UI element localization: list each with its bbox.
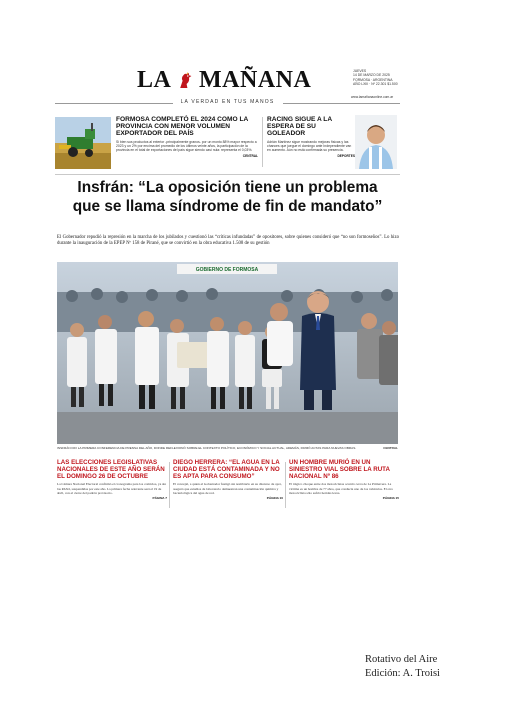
children-group <box>67 311 282 409</box>
issue-day: JUEVES <box>353 69 367 73</box>
story-racing-body: Adrián Martínez sigue mostrando mejoras físicas y las chances que juegue el domingo ante Independiente van en aumento. Aún no está confirmada su presencia. <box>267 139 352 153</box>
rooster-icon <box>177 71 193 89</box>
story-racing-headline: RACING SIGUE A LA ESPERA DE SU GOLEADOR <box>267 116 332 138</box>
top-stories <box>55 113 400 171</box>
story-exports-page: CENTRAL <box>242 153 258 158</box>
story-accident-headline: UN HOMBRE MURIÓ EN UN SINIESTRO VIAL SOBRE LA RUTA NACIONAL Nº 86 <box>289 459 390 480</box>
player-illustration <box>355 115 397 169</box>
story-elections-body: La Cámara Nacional Electoral confirmó el cronograma para los comicios, ya sin las PASO, suspendidas por este año. La primera fecha relevante será el 19 de abril, con el cierre del padrón provisorio. <box>57 482 167 495</box>
main-headline-line-1: Insfrán: “La oposición tiene un problema <box>77 179 378 196</box>
photo-banner-text: GOBIERNO DE FORMOSA <box>195 267 259 273</box>
main-headline-line-2: que se llama síndrome de fin de mandato” <box>72 198 383 215</box>
credits-program: Rotativo del Aire <box>365 654 438 665</box>
story-elections-page: PÁGINA 7 <box>152 496 167 501</box>
logo-text-left: LA <box>137 67 171 93</box>
harvest-illustration <box>55 117 111 169</box>
issue-date: 14 DE MARZO DE 2025 <box>353 73 390 78</box>
story-water-page: PÁGINA 10 <box>266 496 283 501</box>
story-racing[interactable] <box>267 116 355 158</box>
newspaper-front-page <box>55 55 400 510</box>
story-water-headline: DIEGO HERRERA: “EL AGUA EN LA CIUDAD ESTÁ CONTAMINADA Y NO ES APTA PARA CONSUMO” <box>173 459 280 480</box>
credits-editor: Edición: A. Troisi <box>365 668 440 679</box>
main-photo <box>57 262 398 444</box>
story-elections-headline: LAS ELECCIONES LEGISLATIVAS NACIONALES DE ESTE AÑO SERÁN EL DOMINGO 26 DE OCTUBRE <box>57 459 165 480</box>
issue-number: AÑO LXIII · Nº 22.301 $1.500 <box>353 82 398 87</box>
tagline: LA VERDAD EN TUS MANOS <box>180 99 275 105</box>
photo-caption <box>57 446 398 450</box>
tagline-bar <box>55 99 400 107</box>
main-headline[interactable] <box>55 178 400 216</box>
school-event-illustration <box>57 262 398 444</box>
story-accident-page: PÁGINA 15 <box>382 496 399 501</box>
story-exports-headline: FORMOSA COMPLETÓ EL 2024 COMO LA PROVINCIA CON MENOR VOLUMEN EXPORTADOR DEL PAÍS <box>116 116 249 138</box>
story-racing-page: DEPORTES <box>337 153 355 158</box>
story-accident-body: El trágico choque entre dos motocicletas ocurrió cerca de La Primavera. La víctima es un hombre de 77 años, que conducía uno de los vehículos. El otro motociclista sólo sufrió heridas leves. <box>289 482 393 495</box>
column-divider <box>169 462 170 508</box>
credits <box>365 653 475 681</box>
story-elections[interactable] <box>57 460 167 500</box>
player-photo <box>355 115 397 169</box>
story-exports[interactable] <box>116 116 258 158</box>
column-divider <box>285 462 286 508</box>
photo-caption-page: CENTRAL <box>383 446 398 450</box>
logo-text-right: MAÑANA <box>199 67 312 93</box>
issue-info <box>353 69 398 87</box>
masthead <box>55 65 400 99</box>
column-divider <box>262 117 263 167</box>
photo-caption-text: INSFRÁN DIO LA PRIMERA CONFERENCIA DE PRENSA DEL AÑO, DONDE REFLEXIONÓ SOBRE EL CONTEXTO POLÍTICO, ECONÓMICO Y SOCIAL ACTUAL, ADEMÁS, FIRMÓ ACTAS PARA NUEVAS OBRAS. <box>57 446 357 450</box>
issue-location: FORMOSA · ARGENTINA <box>353 77 393 82</box>
harvest-photo <box>55 117 111 169</box>
main-subhead: El Gobernador repudió la represión en la marcha de los jubilados y cuestionó las “críticas infundadas” de opositores, sobre quienes consideró que “no son formoseños”. Lo hizo durante la inauguración de la EPEP Nº 158 de Pirané, que se convirtió en la obra educativa 1.508 de su gestión <box>57 235 399 247</box>
story-exports-body: Si bien sus productos al exterior -principalmente granos- por un monto 88% mayor respecto a 2023 y un 2% por encima del promedio de los últimos veinte años, la participación de la provincia en el total de exportaciones del país sigue siendo casi nula: representa el 0,03%. <box>116 139 257 153</box>
story-accident[interactable] <box>289 460 399 500</box>
story-water[interactable] <box>173 460 283 500</box>
bottom-stories <box>55 458 400 510</box>
website-url: www.lamañanaonline.com.ar <box>351 95 394 99</box>
section-divider <box>55 174 400 175</box>
story-water-body: El concejal, a quien el Gobernador fustigó sin nombrarlo en su discurso de ayer, aseguró que estudios de laboratorio demuestran una contaminación química y bacteriológica del agua de red. <box>173 482 282 495</box>
newspaper-logo <box>137 67 311 94</box>
